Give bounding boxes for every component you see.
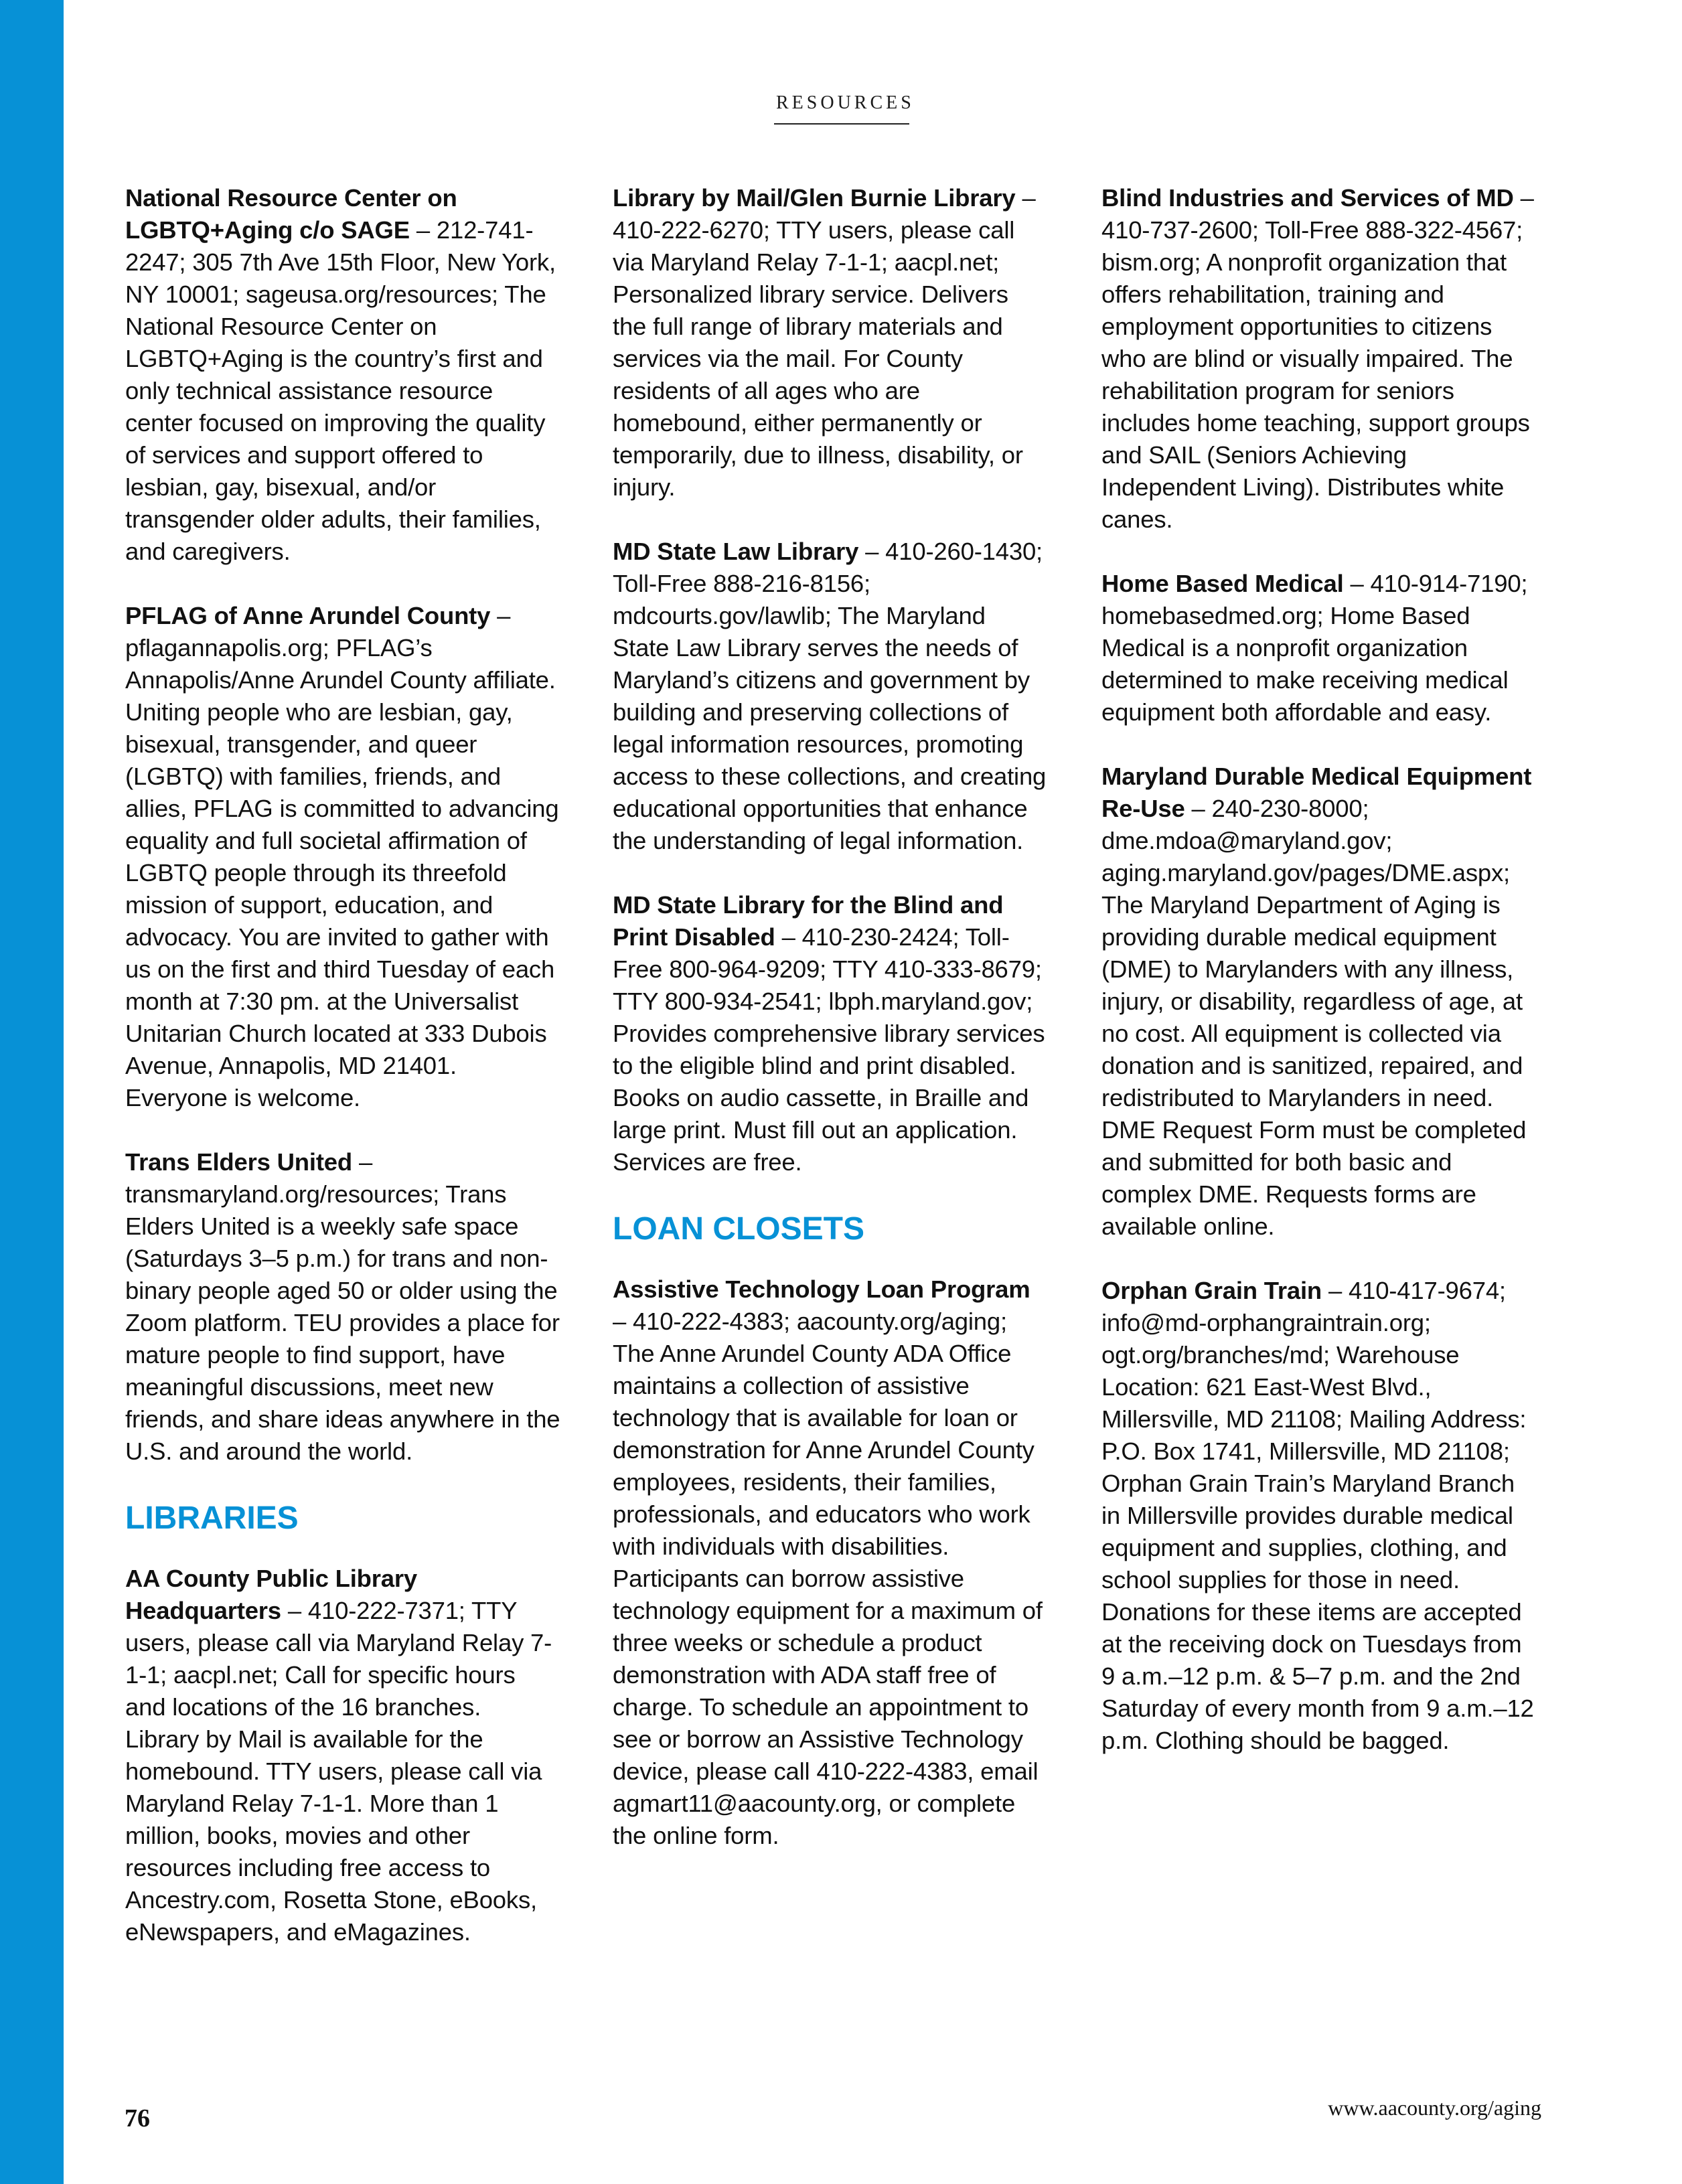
resource-name: National Resource Center on LGBTQ+Aging c/o SAGE (125, 184, 457, 244)
resource-name: PFLAG of Anne Arundel County (125, 602, 491, 629)
resource-body: – 410-417-9674; info@md-orphangraintrain.org; ogt.org/branches/md; Warehouse Location: 621 East-West Blvd., Millersville, MD 21108; Mailing Address: P.O. Box 1741, Millersville, MD 21108; Orphan Grain Train’s Maryland Branch in Millersville provides durable medical equipment and supplies, clothing, and school supplies for those in need. Donations for these items are accepted at the receiving dock on Tuesdays from 9 a.m.–12 p.m. & 5–7 p.m. and the 2nd Saturday of every month from 9 a.m.–12 p.m. Clothing should be bagged. (1101, 1277, 1534, 1754)
resource-body: – 240-230-8000; dme.mdoa@maryland.gov; aging.maryland.gov/pages/DME.aspx; The Maryland Department of Aging is providing durable medical equipment (DME) to Marylanders with any illness, injury, or disability, regardless of age, at no cost. All equipment is collected via donation and is sanitized, repaired, and redistributed to Marylanders in need. DME Request Form must be completed and submitted for both basic and complex DME. Requests forms are available online. (1101, 795, 1527, 1240)
page-number: 76 (125, 2104, 150, 2132)
resource-entry-library-for-blind (613, 889, 1048, 1178)
running-head-rule (774, 123, 909, 125)
blue-sidebar-stripe (0, 0, 64, 2184)
resource-entry-md-law-library (613, 536, 1048, 857)
section-heading-loan-closets: LOAN CLOSETS (613, 1211, 865, 1247)
resource-entry-bism (1101, 182, 1537, 536)
resource-entry-home-based-medical (1101, 568, 1537, 728)
resource-name: Orphan Grain Train (1101, 1277, 1322, 1304)
resource-entry-library-by-mail (613, 182, 1048, 503)
resource-body: – transmaryland.org/resources; Trans Elders United is a weekly safe space (Saturdays 3–5 p.m.) for trans and non-binary people aged 50 or older using the Zoom platform. TEU provides a place for mature people to find support, have meaningful discussions, meet new friends, and share ideas anywhere in the U.S. and around the world. (125, 1148, 560, 1465)
footer-url: www.aacounty.org/aging (1328, 2096, 1541, 2120)
resource-body: – 410-914-7190; homebasedmed.org; Home Based Medical is a nonprofit organization determined to make receiving medical equipment both affordable and easy. (1101, 570, 1528, 726)
resource-body: – 410-260-1430; Toll-Free 888-216-8156; mdcourts.gov/lawlib; The Maryland State Law Library serves the needs of Maryland’s citizens and government by building and preserving collections of legal information resources, promoting access to these collections, and creating educational opportunities that enhance the understanding of legal information. (613, 538, 1047, 854)
resource-body: – 410-222-4383; aacounty.org/aging; The Anne Arundel County ADA Office maintains a collection of assistive technology that is available for loan or demonstration for Anne Arundel County employees, residents, their families, professionals, and educators who work with individuals with disabilities. Participants can borrow assistive technology equipment for a maximum of three weeks or schedule a product demonstration with ADA staff free of charge. To schedule an appointment to see or borrow an Assistive Technology device, please call 410-222-4383, email agmart11@aacounty.org, or complete the online form. (613, 1308, 1043, 1849)
column-3 (1101, 182, 1537, 1789)
resource-name: Home Based Medical (1101, 570, 1344, 597)
resource-name: MD State Law Library (613, 538, 859, 565)
resource-name: Maryland Durable Medical Equipment Re-Use (1101, 763, 1532, 822)
running-head (773, 92, 915, 125)
resource-body: – 410-222-6270; TTY users, please call via Maryland Relay 7-1-1; aacpl.net; Personalized library service. Delivers the full range of library materials and services via the mail. For County residents of all ages who are homebound, either permanently or temporarily, due to illness, disability, or injury. (613, 184, 1036, 501)
resource-name: AA County Public Library Headquarters (125, 1565, 417, 1624)
resource-name: Library by Mail/Glen Burnie Library (613, 184, 1016, 212)
section-heading-libraries: LIBRARIES (125, 1500, 299, 1536)
column-1 (125, 182, 560, 1980)
resource-body: – 212-741-2247; 305 7th Ave 15th Floor, New York, NY 10001; sageusa.org/resources; The National Resource Center on LGBTQ+Aging is the country’s first and only technical assistance resource center focused on improving the quality of services and support offered to lesbian, gay, bisexual, and/or transgender older adults, their families, and caregivers. (125, 216, 556, 565)
resource-entry-sage (125, 182, 560, 568)
column-2 (613, 182, 1048, 1884)
resource-entry-trans-elders (125, 1146, 560, 1468)
running-head-label: RESOURCES (776, 92, 915, 113)
resource-body: – pflagannapolis.org; PFLAG’s Annapolis/Anne Arundel County affiliate. Uniting people who are lesbian, gay, bisexual, transgender, and queer (LGBTQ) with families, friends, and allies, PFLAG is committed to advancing equality and full societal affirmation of LGBTQ people through its threefold mission of support, education, and advocacy. You are invited to gather with us on the first and third Tuesday of each month at 7:30 pm. at the Universalist Unitarian Church located at 333 Dubois Avenue, Annapolis, MD 21401. Everyone is welcome. (125, 602, 559, 1111)
resource-name: Blind Industries and Services of MD (1101, 184, 1514, 212)
resource-body: – 410-222-7371; TTY users, please call via Maryland Relay 7-1-1; aacpl.net; Call for specific hours and locations of the 16 branches. Library by Mail is available for the homebound. TTY users, please call via Maryland Relay 7-1-1. More than 1 million, books, movies and other resources including free access to Ancestry.com, Rosetta Stone, eBooks, eNewspapers, and eMagazines. (125, 1597, 552, 1946)
resource-entry-orphan-grain-train (1101, 1275, 1537, 1757)
resource-entry-md-dme (1101, 761, 1537, 1243)
resource-name: Assistive Technology Loan Program (613, 1275, 1030, 1303)
resource-entry-assistive-tech (613, 1273, 1048, 1852)
resource-name: Trans Elders United (125, 1148, 352, 1176)
resource-entry-pflag (125, 600, 560, 1114)
resource-body: – 410-737-2600; Toll-Free 888-322-4567; bism.org; A nonprofit organization that offers rehabilitation, training and employment opportunities to citizens who are blind or visually impaired. The rehabilitation program for seniors includes home teaching, support groups and SAIL (Seniors Achieving Independent Living). Distributes white canes. (1101, 184, 1534, 533)
resource-entry-aa-library-hq (125, 1563, 560, 1948)
resource-body: – 410-230-2424; Toll-Free 800-964-9209; TTY 410-333-8679; TTY 800-934-2541; lbph.maryland.gov; Provides comprehensive library services to the eligible blind and print disabled. Books on audio cassette, in Braille and large print. Must fill out an application. Services are free. (613, 923, 1045, 1176)
resource-name: MD State Library for the Blind and Print Disabled (613, 891, 1004, 951)
